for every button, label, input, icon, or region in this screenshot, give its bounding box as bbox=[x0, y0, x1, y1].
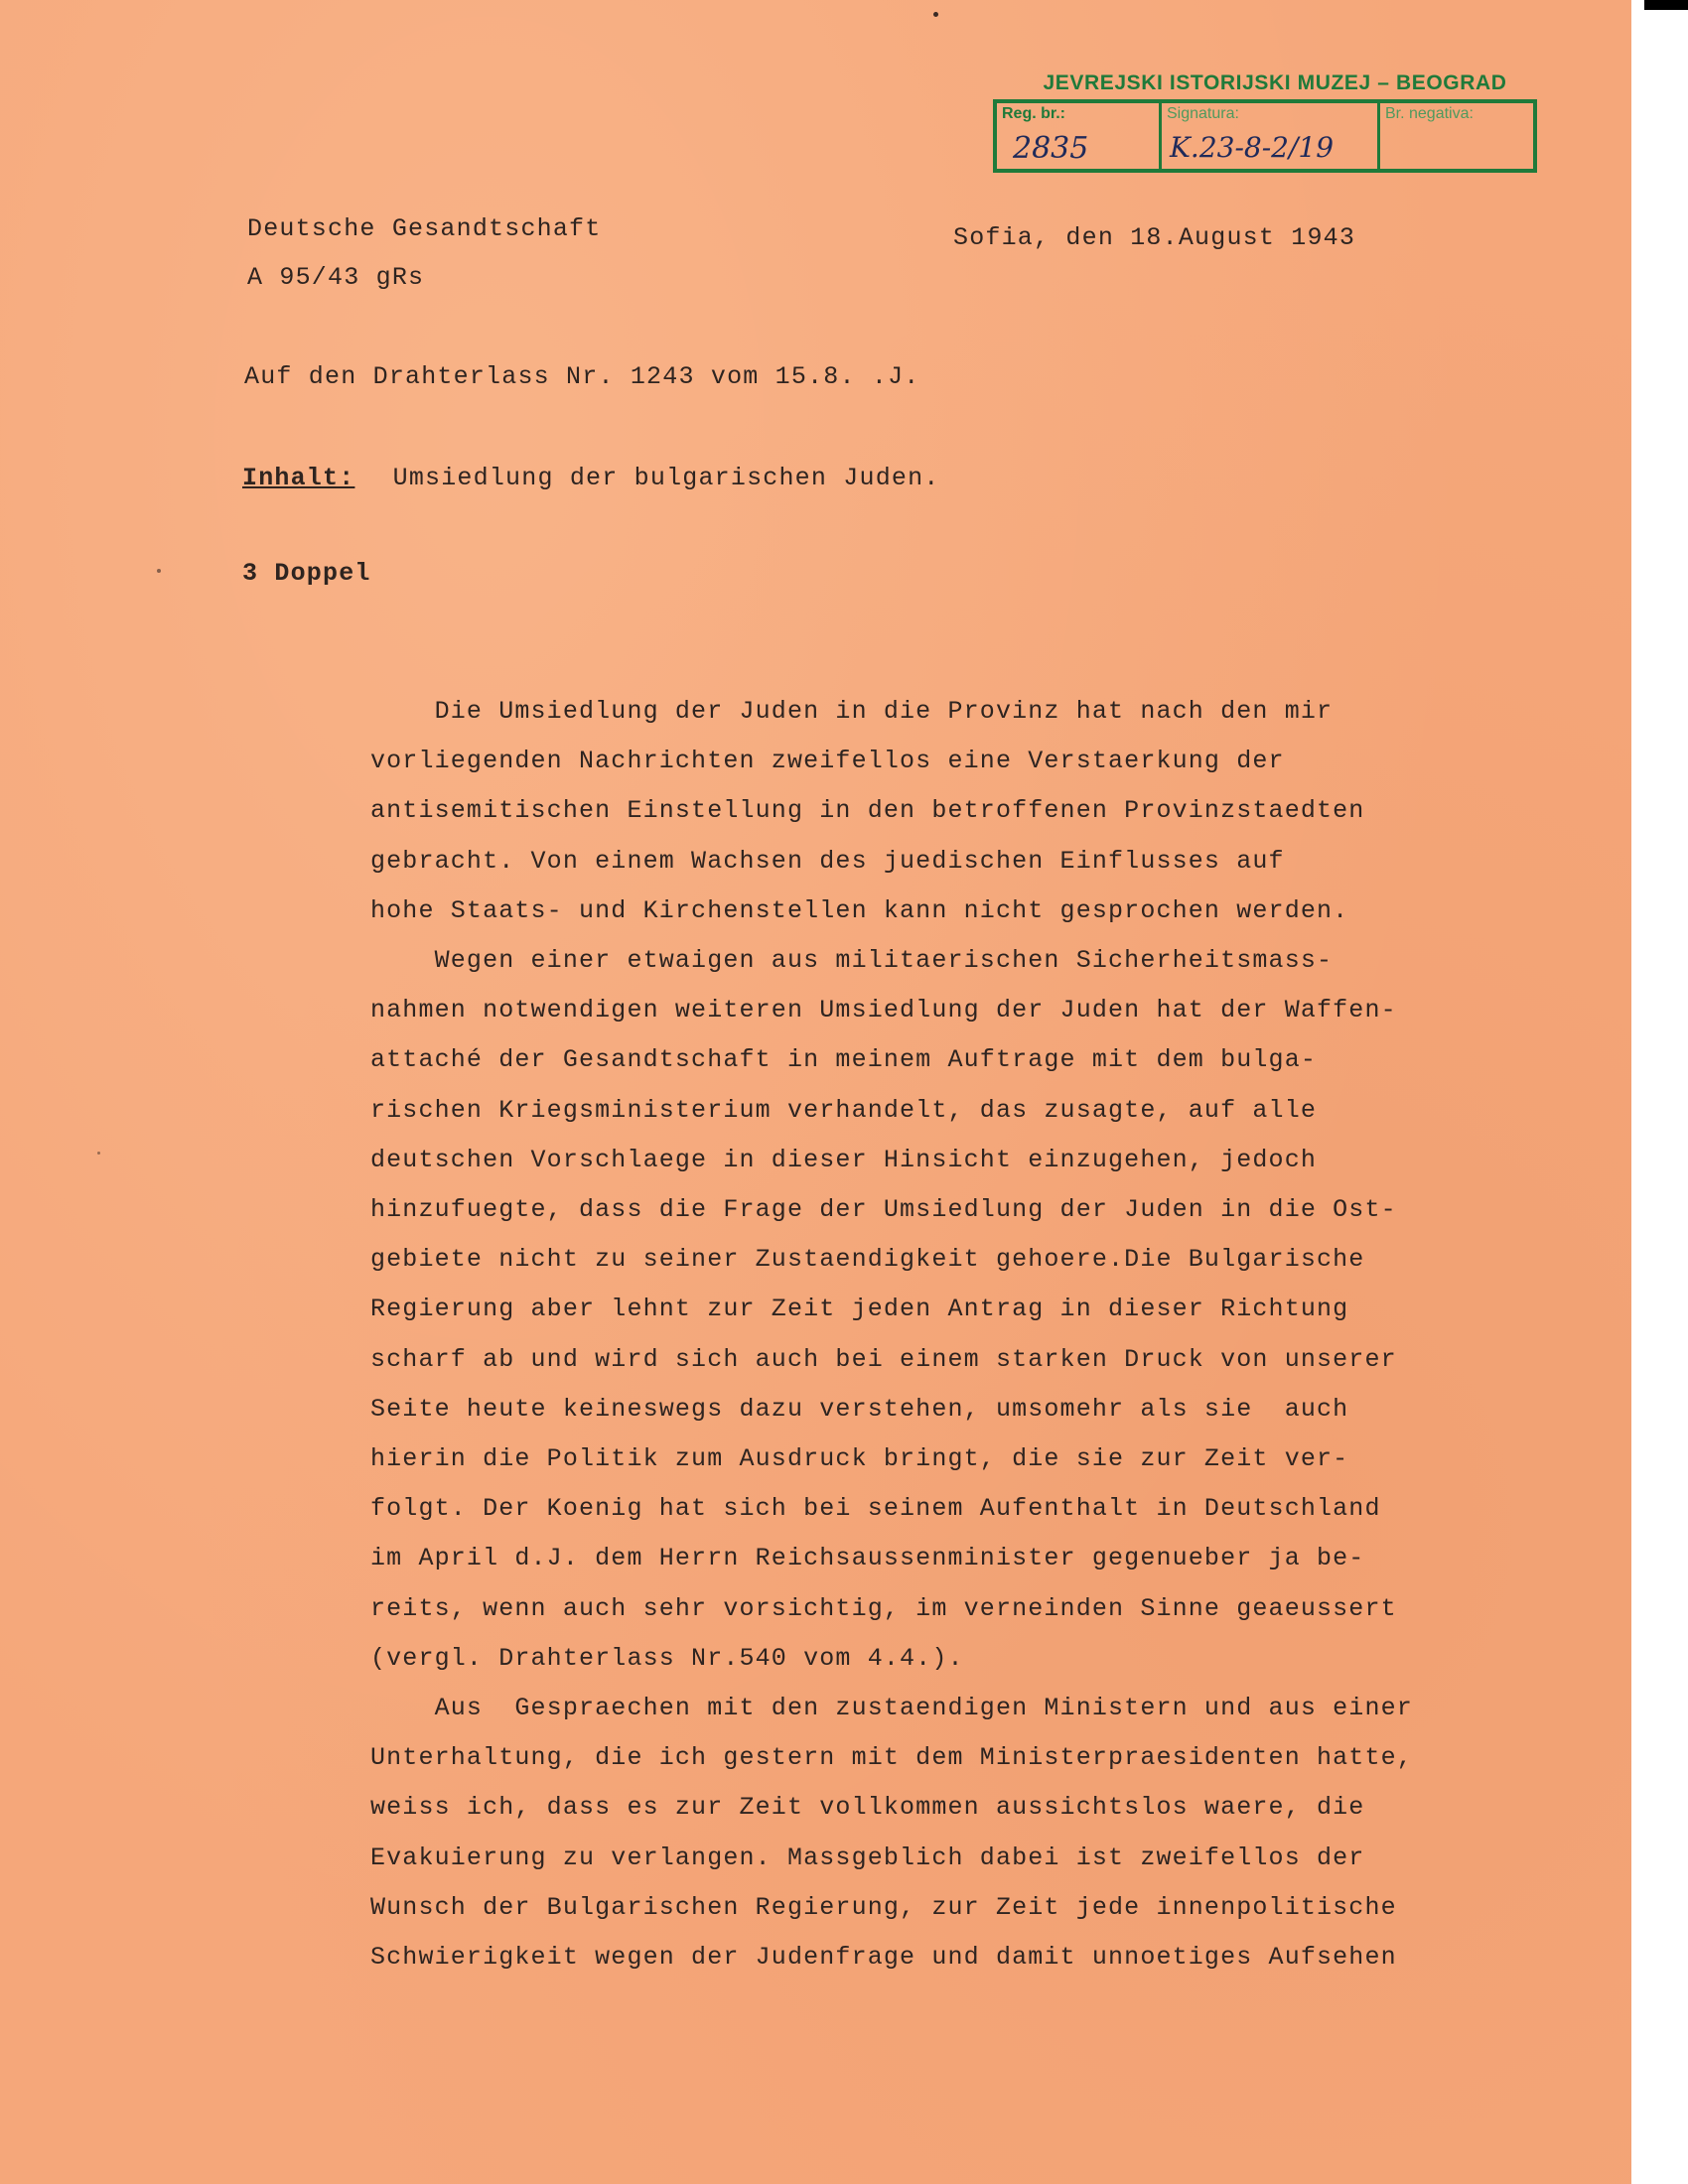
body-line: hohe Staats- und Kirchenstellen kann nicht gesprochen werden. bbox=[370, 896, 1349, 925]
scan-corner-mark bbox=[1644, 0, 1688, 10]
body-line: scharf ab und wird sich auch bei einem starken Druck von unserer bbox=[370, 1345, 1397, 1374]
body-line: im April d.J. dem Herrn Reichsaussenminister gegenueber ja be- bbox=[370, 1544, 1365, 1572]
body-line: Die Umsiedlung der Juden in die Provinz hat nach den mir bbox=[370, 697, 1334, 726]
body-line: weiss ich, dass es zur Zeit vollkommen aussichtslos waere, die bbox=[370, 1793, 1365, 1822]
scan-margin bbox=[1631, 0, 1688, 2184]
body-line: Wegen einer etwaigen aus militaerischen Sicherheitsmass- bbox=[370, 946, 1334, 975]
body-line: hierin die Politik zum Ausdruck bringt, die sie zur Zeit ver- bbox=[370, 1444, 1349, 1473]
stamp-negativ-label: Br. negativa: bbox=[1385, 105, 1474, 122]
body-line: antisemitischen Einstellung in den betroffenen Provinzstaedten bbox=[370, 796, 1365, 825]
place-date: Sofia, den 18.August 1943 bbox=[953, 223, 1356, 252]
body-line: Schwierigkeit wegen der Judenfrage und damit unnoetiges Aufsehen bbox=[370, 1943, 1397, 1972]
stamp-cell-negativ bbox=[1380, 103, 1533, 169]
body-line: rischen Kriegsministerium verhandelt, das zusagte, auf alle bbox=[370, 1096, 1317, 1125]
stamp-signatura-label: Signatura: bbox=[1167, 105, 1239, 122]
body-line: Evakuierung zu verlangen. Massgeblich dabei ist zweifellos der bbox=[370, 1843, 1365, 1872]
body-line: Aus Gespraechen mit den zustaendigen Ministern und aus einer bbox=[370, 1694, 1413, 1722]
paper-mark bbox=[933, 12, 938, 17]
subject-label: Inhalt: bbox=[242, 464, 355, 492]
body-line: folgt. Der Koenig hat sich bei seinem Aufenthalt in Deutschland bbox=[370, 1494, 1381, 1523]
stamp-box bbox=[993, 99, 1537, 173]
body-line: gebracht. Von einem Wachsen des juedischen Einflusses auf bbox=[370, 847, 1285, 876]
subject-text: Umsiedlung der bulgarischen Juden. bbox=[392, 464, 940, 492]
copies-note: 3 Doppel bbox=[242, 559, 371, 588]
stamp-reg-value: 2835 bbox=[1013, 131, 1089, 166]
body-line: gebiete nicht zu seiner Zustaendigkeit gehoere.Die Bulgarische bbox=[370, 1245, 1365, 1274]
body-line: (vergl. Drahterlass Nr.540 vom 4.4.). bbox=[370, 1644, 964, 1673]
paper-mark bbox=[97, 1152, 100, 1155]
body-line: Seite heute keineswegs dazu verstehen, umsomehr als sie auch bbox=[370, 1395, 1349, 1424]
body-line: vorliegenden Nachrichten zweifellos eine Verstaerkung der bbox=[370, 747, 1285, 775]
body-line: nahmen notwendigen weiteren Umsiedlung der Juden hat der Waffen- bbox=[370, 996, 1397, 1024]
body-line: Regierung aber lehnt zur Zeit jeden Antrag in dieser Richtung bbox=[370, 1295, 1349, 1323]
stamp-title: JEVREJSKI ISTORIJSKI MUZEJ – BEOGRAD bbox=[1043, 71, 1507, 94]
stamp-signatura-value: K.23-8-2/19 bbox=[1170, 131, 1335, 164]
body-line: Unterhaltung, die ich gestern mit dem Ministerpraesidenten hatte, bbox=[370, 1743, 1413, 1772]
subject-line bbox=[242, 464, 940, 492]
body-line: deutschen Vorschlaege in dieser Hinsicht einzugehen, jedoch bbox=[370, 1146, 1317, 1174]
body-line: reits, wenn auch sehr vorsichtig, im verneinden Sinne geaeussert bbox=[370, 1594, 1397, 1623]
body-line: hinzufuegte, dass die Frage der Umsiedlung der Juden in die Ost- bbox=[370, 1195, 1397, 1224]
sender-line: Deutsche Gesandtschaft bbox=[247, 214, 602, 243]
stamp-reg-label: Reg. br.: bbox=[1002, 105, 1066, 122]
paper-mark bbox=[157, 569, 161, 573]
reference-line: Auf den Drahterlass Nr. 1243 vom 15.8. .J. bbox=[244, 362, 920, 391]
stamp-cell-registration bbox=[997, 103, 1162, 169]
body-line: Wunsch der Bulgarischen Regierung, zur Zeit jede innenpolitische bbox=[370, 1893, 1397, 1922]
stamp-cell-signatura bbox=[1162, 103, 1380, 169]
museum-stamp bbox=[993, 71, 1537, 173]
body-line: attaché der Gesandtschaft in meinem Auftrage mit dem bulga- bbox=[370, 1045, 1317, 1074]
reference-number: A 95/43 gRs bbox=[247, 263, 425, 292]
